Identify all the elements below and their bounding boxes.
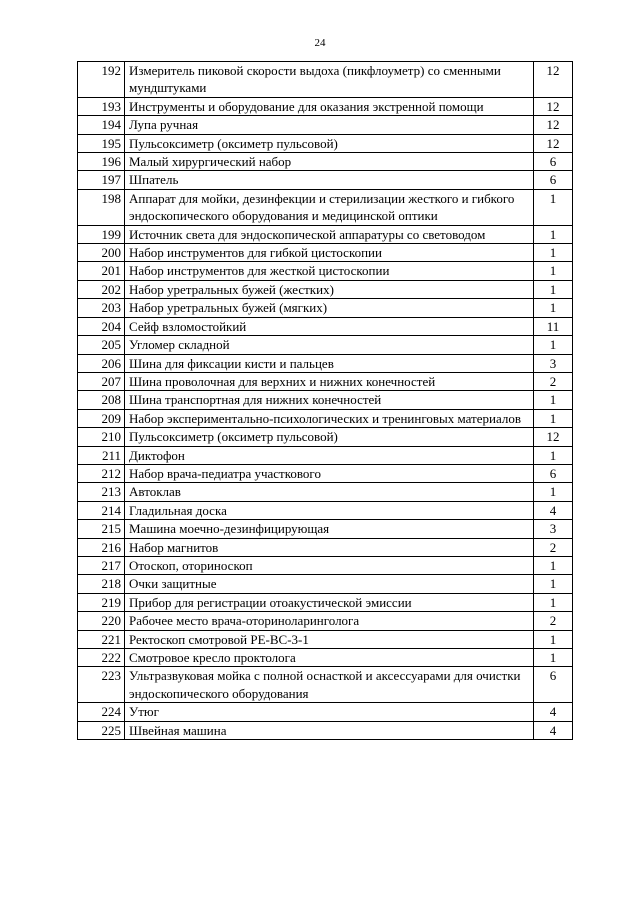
item-name: Диктофон — [125, 446, 534, 464]
row-number: 219 — [78, 593, 125, 611]
item-name: Шина транспортная для нижних конечностей — [125, 391, 534, 409]
item-name: Набор уретральных бужей (жестких) — [125, 280, 534, 298]
row-number: 193 — [78, 97, 125, 115]
item-name: Автоклав — [125, 483, 534, 501]
item-quantity: 12 — [534, 62, 573, 98]
table-row — [78, 667, 573, 703]
item-quantity: 4 — [534, 721, 573, 739]
item-quantity: 1 — [534, 575, 573, 593]
item-name: Аппарат для мойки, дезинфекции и стерилизации жесткого и гибкого эндоскопического оборудования и медицинской оптики — [125, 189, 534, 225]
table-row — [78, 538, 573, 556]
table-row — [78, 153, 573, 171]
item-name: Набор инструментов для гибкой цистоскопии — [125, 244, 534, 262]
row-number: 222 — [78, 649, 125, 667]
row-number: 212 — [78, 464, 125, 482]
page-number: 24 — [314, 37, 326, 49]
item-name: Сейф взломостойкий — [125, 317, 534, 335]
row-number: 225 — [78, 721, 125, 739]
row-number: 220 — [78, 612, 125, 630]
table-row — [78, 409, 573, 427]
row-number: 217 — [78, 556, 125, 574]
item-quantity: 12 — [534, 97, 573, 115]
table-row — [78, 171, 573, 189]
row-number: 204 — [78, 317, 125, 335]
item-quantity: 3 — [534, 354, 573, 372]
row-number: 224 — [78, 703, 125, 721]
item-quantity: 12 — [534, 134, 573, 152]
table-row — [78, 244, 573, 262]
table-row — [78, 520, 573, 538]
item-quantity: 2 — [534, 538, 573, 556]
item-name: Швейная машина — [125, 721, 534, 739]
table-row — [78, 354, 573, 372]
row-number: 202 — [78, 280, 125, 298]
item-quantity: 1 — [534, 446, 573, 464]
item-quantity: 1 — [534, 225, 573, 243]
row-number: 198 — [78, 189, 125, 225]
item-quantity: 11 — [534, 317, 573, 335]
item-quantity: 3 — [534, 520, 573, 538]
item-name: Прибор для регистрации отоакустической эмиссии — [125, 593, 534, 611]
row-number: 218 — [78, 575, 125, 593]
row-number: 223 — [78, 667, 125, 703]
item-name: Измеритель пиковой скорости выдоха (пикфлоуметр) со сменными мундштуками — [125, 62, 534, 98]
item-quantity: 1 — [534, 409, 573, 427]
row-number: 195 — [78, 134, 125, 152]
table-row — [78, 299, 573, 317]
item-quantity: 1 — [534, 391, 573, 409]
table-row — [78, 134, 573, 152]
item-name: Шина проволочная для верхних и нижних конечностей — [125, 372, 534, 390]
row-number: 209 — [78, 409, 125, 427]
table-row — [78, 225, 573, 243]
table-row — [78, 62, 573, 98]
table-row — [78, 501, 573, 519]
table-row — [78, 721, 573, 739]
row-number: 211 — [78, 446, 125, 464]
item-quantity: 1 — [534, 556, 573, 574]
table-row — [78, 391, 573, 409]
item-quantity: 1 — [534, 649, 573, 667]
table-row — [78, 189, 573, 225]
item-name: Утюг — [125, 703, 534, 721]
row-number: 194 — [78, 116, 125, 134]
item-quantity: 6 — [534, 464, 573, 482]
item-name: Отоскоп, оториноскоп — [125, 556, 534, 574]
item-quantity: 1 — [534, 630, 573, 648]
table-row — [78, 336, 573, 354]
row-number: 192 — [78, 62, 125, 98]
item-name: Машина моечно-дезинфицирующая — [125, 520, 534, 538]
item-quantity: 4 — [534, 703, 573, 721]
item-name: Рабочее место врача-оториноларинголога — [125, 612, 534, 630]
row-number: 203 — [78, 299, 125, 317]
row-number: 205 — [78, 336, 125, 354]
item-name: Смотровое кресло проктолога — [125, 649, 534, 667]
table-row — [78, 483, 573, 501]
item-quantity: 1 — [534, 244, 573, 262]
table-row — [78, 593, 573, 611]
item-name: Ректоскоп смотровой РЕ-ВС-3-1 — [125, 630, 534, 648]
row-number: 213 — [78, 483, 125, 501]
table-row — [78, 556, 573, 574]
row-number: 200 — [78, 244, 125, 262]
row-number: 216 — [78, 538, 125, 556]
row-number: 206 — [78, 354, 125, 372]
item-name: Инструменты и оборудование для оказания экстренной помощи — [125, 97, 534, 115]
row-number: 201 — [78, 262, 125, 280]
table-row — [78, 612, 573, 630]
item-name: Набор магнитов — [125, 538, 534, 556]
row-number: 210 — [78, 428, 125, 446]
item-quantity: 12 — [534, 116, 573, 134]
item-name: Угломер складной — [125, 336, 534, 354]
table-row — [78, 280, 573, 298]
item-quantity: 2 — [534, 612, 573, 630]
row-number: 207 — [78, 372, 125, 390]
row-number: 197 — [78, 171, 125, 189]
item-name: Шина для фиксации кисти и пальцев — [125, 354, 534, 372]
item-name: Набор уретральных бужей (мягких) — [125, 299, 534, 317]
item-quantity: 12 — [534, 428, 573, 446]
row-number: 208 — [78, 391, 125, 409]
item-name: Шпатель — [125, 171, 534, 189]
table-row — [78, 464, 573, 482]
row-number: 215 — [78, 520, 125, 538]
table-row — [78, 446, 573, 464]
item-quantity: 6 — [534, 171, 573, 189]
table-row — [78, 97, 573, 115]
item-quantity: 2 — [534, 372, 573, 390]
table-row — [78, 372, 573, 390]
row-number: 214 — [78, 501, 125, 519]
item-quantity: 1 — [534, 280, 573, 298]
item-name: Набор инструментов для жесткой цистоскопии — [125, 262, 534, 280]
item-quantity: 6 — [534, 667, 573, 703]
item-name: Малый хирургический набор — [125, 153, 534, 171]
table-row — [78, 262, 573, 280]
table-row — [78, 703, 573, 721]
item-name: Пульсоксиметр (оксиметр пульсовой) — [125, 428, 534, 446]
table-row — [78, 630, 573, 648]
item-quantity: 6 — [534, 153, 573, 171]
item-name: Очки защитные — [125, 575, 534, 593]
item-quantity: 1 — [534, 189, 573, 225]
item-name: Пульсоксиметр (оксиметр пульсовой) — [125, 134, 534, 152]
equipment-table-body — [78, 62, 573, 740]
item-name: Источник света для эндоскопической аппаратуры со световодом — [125, 225, 534, 243]
table-row — [78, 428, 573, 446]
table-row — [78, 116, 573, 134]
item-quantity: 1 — [534, 262, 573, 280]
row-number: 196 — [78, 153, 125, 171]
equipment-table — [77, 61, 573, 740]
item-name: Гладильная доска — [125, 501, 534, 519]
row-number: 199 — [78, 225, 125, 243]
item-name: Набор врача-педиатра участкового — [125, 464, 534, 482]
row-number: 221 — [78, 630, 125, 648]
item-quantity: 1 — [534, 336, 573, 354]
item-name: Лупа ручная — [125, 116, 534, 134]
table-row — [78, 575, 573, 593]
table-row — [78, 649, 573, 667]
item-name: Набор экспериментально-психологических и тренинговых материалов — [125, 409, 534, 427]
item-quantity: 1 — [534, 483, 573, 501]
table-row — [78, 317, 573, 335]
item-name: Ультразвуковая мойка с полной оснасткой и аксессуарами для очистки эндоскопического оборудования — [125, 667, 534, 703]
item-quantity: 1 — [534, 593, 573, 611]
item-quantity: 4 — [534, 501, 573, 519]
item-quantity: 1 — [534, 299, 573, 317]
